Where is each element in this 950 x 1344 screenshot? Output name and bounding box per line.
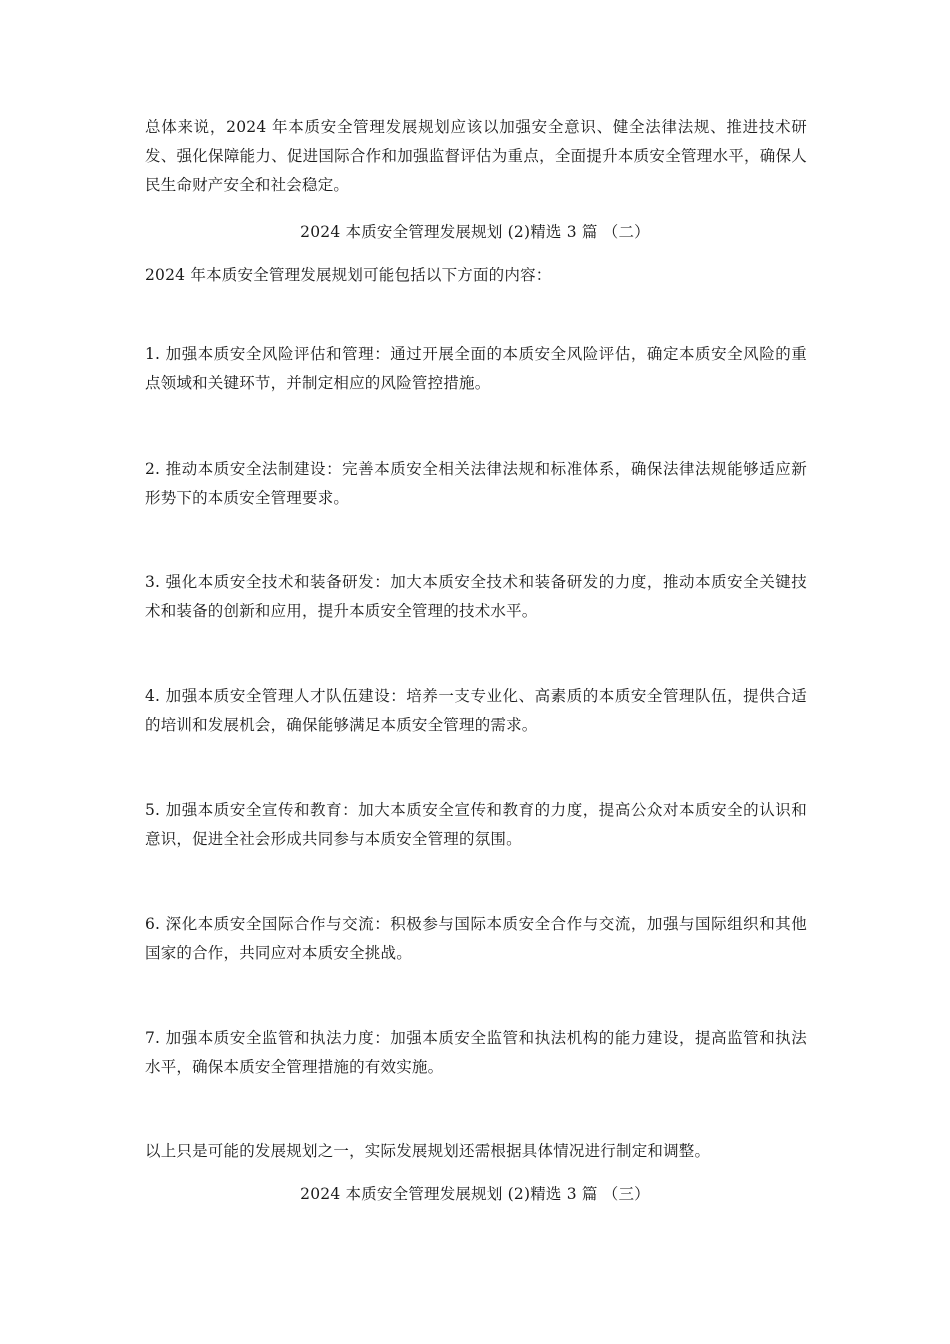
intro-paragraph: 总体来说，2024 年本质安全管理发展规划应该以加强安全意识、健全法律法规、推进技术研发、强化保障能力、促进国际合作和加强监督评估为重点，全面提升本质安全管理水平，确保人民生命财产安全和社会稳定。 bbox=[145, 118, 807, 194]
list-item-4: 4. 加强本质安全管理人才队伍建设：培养一支专业化、高素质的本质安全管理队伍，提供合适的培训和发展机会，确保能够满足本质安全管理的需求。 bbox=[145, 687, 807, 734]
list-item-2: 2. 推动本质安全法制建设：完善本质安全相关法律法规和标准体系，确保法律法规能够适应新形势下的本质安全管理要求。 bbox=[145, 460, 807, 507]
section-2-lead: 2024 年本质安全管理发展规划可能包括以下方面的内容： bbox=[145, 266, 552, 284]
list-item-6: 6. 深化本质安全国际合作与交流：积极参与国际本质安全合作与交流，加强与国际组织和其他国家的合作，共同应对本质安全挑战。 bbox=[145, 915, 807, 962]
closing-paragraph: 以上只是可能的发展规划之一，实际发展规划还需根据具体情况进行制定和调整。 bbox=[145, 1142, 711, 1160]
list-item-3: 3. 强化本质安全技术和装备研发：加大本质安全技术和装备研发的力度，推动本质安全关键技术和装备的创新和应用，提升本质安全管理的技术水平。 bbox=[145, 573, 807, 620]
section-2-title: 2024 本质安全管理发展规划 (2)精选 3 篇 （二） bbox=[300, 223, 650, 241]
list-item-1: 1. 加强本质安全风险评估和管理：通过开展全面的本质安全风险评估，确定本质安全风险的重点领域和关键环节，并制定相应的风险管控措施。 bbox=[145, 345, 807, 392]
section-3-title: 2024 本质安全管理发展规划 (2)精选 3 篇 （三） bbox=[300, 1185, 650, 1203]
list-item-5: 5. 加强本质安全宣传和教育：加大本质安全宣传和教育的力度，提高公众对本质安全的认识和意识，促进全社会形成共同参与本质安全管理的氛围。 bbox=[145, 801, 807, 848]
list-item-7: 7. 加强本质安全监管和执法力度：加强本质安全监管和执法机构的能力建设，提高监管和执法水平，确保本质安全管理措施的有效实施。 bbox=[145, 1029, 807, 1076]
